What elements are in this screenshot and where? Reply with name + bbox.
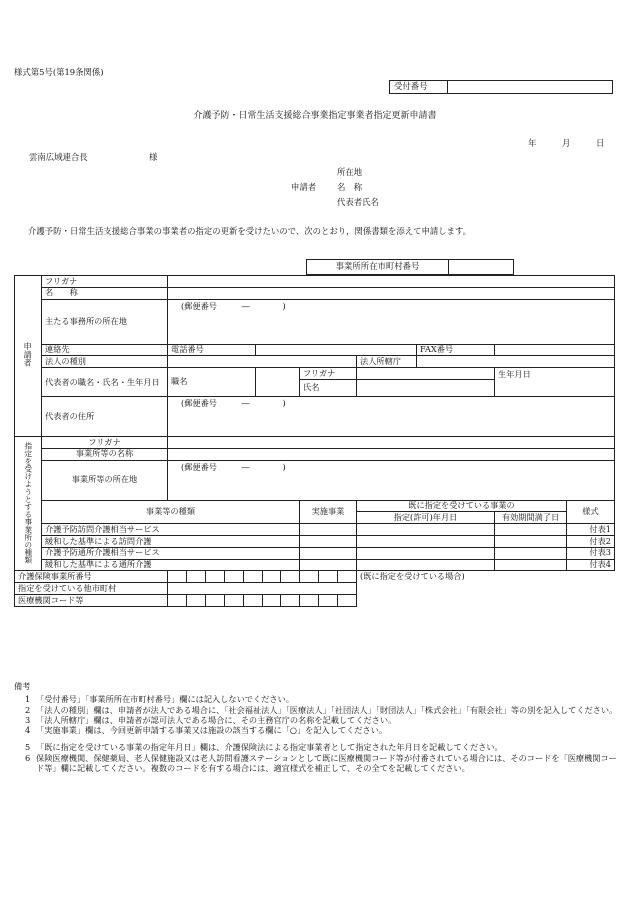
- insurer-number-digits[interactable]: [168, 571, 357, 583]
- applicant-name-label: 名 称: [337, 182, 363, 192]
- reception-number-field[interactable]: [448, 81, 612, 93]
- corp-authority-label: 法人所轄庁: [357, 356, 417, 368]
- service-row-3-expiry[interactable]: [495, 547, 567, 559]
- position-label: 職名: [168, 368, 256, 397]
- note-item: 6 保険医療機関、保健薬局、老人保健施設又は老人訪問看護ステーションとして既に医療機関コード等が付番されている場合には、そのコードを「医療機関コード等」欄に記載してください。複数のコードを有する場合には、適宜様式を補正して、その全てを記載してください。: [25, 752, 617, 773]
- rep-title-name-label: 代表者の職名・氏名・生年月日: [42, 368, 168, 397]
- form-number: 様式第5号(第19条関係): [14, 67, 104, 77]
- service-row-1-implement[interactable]: [300, 524, 357, 536]
- insurer-note: (既に指定を受けている場合): [360, 571, 465, 582]
- application-table: [14, 275, 615, 607]
- applicant-label: 申請者: [291, 182, 317, 192]
- service-type-header: 事業等の種類: [42, 500, 300, 524]
- rep-name-field[interactable]: [357, 379, 495, 396]
- rep-address-field[interactable]: [168, 396, 615, 436]
- main-office-field[interactable]: [168, 299, 615, 344]
- service-row-4-date[interactable]: [357, 559, 495, 571]
- phone-field[interactable]: [256, 344, 417, 356]
- section-office-label: 指定を受けようとする事業所の種類: [15, 436, 42, 570]
- addressee-name: 雲南広域連合長: [29, 152, 88, 162]
- service-row-1-expiry[interactable]: [495, 524, 567, 536]
- furigana-label: フリガナ: [42, 276, 168, 288]
- service-row-2-implement[interactable]: [300, 535, 357, 547]
- position-field[interactable]: [256, 368, 300, 397]
- service-row-4-expiry[interactable]: [495, 559, 567, 571]
- medical-code-digits[interactable]: [168, 594, 357, 606]
- office-name-field[interactable]: [168, 448, 615, 460]
- note-item: 3 「法人所轄庁」欄は、申請者が認可法人である場合に、その主務官庁の名称を記載してください。: [25, 714, 397, 725]
- implement-header: 実施事業: [300, 500, 357, 524]
- rep-postal-label: (郵便番号 ― ): [181, 397, 286, 408]
- postal-code-label: (郵便番号 ― ): [181, 300, 286, 311]
- note-item: 1 「受付番号」「事業所所在市町村番号」欄には記入しないでください。: [25, 694, 294, 705]
- already-designated-header: 既に指定を受けている事業の: [357, 500, 567, 512]
- insurer-number-label: 介護保険事業所番号: [15, 571, 168, 583]
- service-row-3-date[interactable]: [357, 547, 495, 559]
- corp-type-field[interactable]: [168, 356, 357, 368]
- service-row-3-form: 付表3: [567, 547, 615, 559]
- office-furigana-field[interactable]: [168, 436, 615, 448]
- notes-title: 備考: [14, 681, 31, 691]
- expiry-header: 有効期間満了日: [495, 512, 567, 524]
- phone-label: 電話番号: [168, 344, 256, 356]
- service-row-2-expiry[interactable]: [495, 535, 567, 547]
- note-item: 5 「既に指定を受けている事業の指定年月日」欄は、介護保険法による指定事業者として指定された年月日を記載してください。: [25, 742, 503, 753]
- service-row-3-name: 介護予防通所介護相当サービス: [42, 547, 300, 559]
- section-applicant-label: 申請者: [15, 276, 42, 437]
- notes-section: [14, 682, 618, 773]
- document-title: 介護予防・日常生活支援総合事業指定事業者指定更新申請書: [193, 111, 437, 121]
- reception-number-label: 受付番号: [390, 81, 448, 93]
- service-row-3-implement[interactable]: [300, 547, 357, 559]
- applicant-location-label: 所在地: [337, 167, 363, 177]
- rep-furigana-field[interactable]: [357, 368, 495, 380]
- reception-number-box: [389, 80, 613, 94]
- service-row-2-date[interactable]: [357, 535, 495, 547]
- form-header: 様式: [567, 500, 615, 524]
- municipality-number-label: 事業所所在市町村番号: [307, 260, 449, 274]
- name-field[interactable]: [168, 287, 615, 299]
- office-location-field[interactable]: [168, 460, 615, 500]
- date-month: 月: [562, 138, 571, 148]
- municipality-number-box: [306, 259, 514, 275]
- service-row-1-date[interactable]: [357, 524, 495, 536]
- contact-label: 連絡先: [42, 344, 168, 356]
- designated-date-header: 指定(許可)年月日: [357, 512, 495, 524]
- other-municipality-label: 指定を受けている他市町村: [15, 583, 168, 595]
- office-location-label: 事業所等の所在地: [42, 460, 168, 500]
- rep-furigana-label: フリガナ: [300, 368, 357, 380]
- addressee-honorific: 様: [149, 152, 158, 162]
- birthdate-field[interactable]: [495, 368, 615, 397]
- service-row-4-form: 付表4: [567, 559, 615, 571]
- office-postal-label: (郵便番号 ― ): [181, 461, 286, 472]
- rep-address-label: 代表者の住所: [42, 396, 168, 436]
- date-year: 年: [528, 138, 537, 148]
- fax-field[interactable]: [495, 344, 615, 356]
- applicant-rep-label: 代表者氏名: [337, 197, 379, 207]
- service-row-2-name: 緩和した基準による訪問介護: [42, 535, 300, 547]
- other-municipality-field[interactable]: [168, 583, 357, 595]
- municipality-number-field[interactable]: [449, 260, 513, 274]
- corp-authority-field[interactable]: [417, 356, 615, 368]
- rep-name-label: 氏名: [300, 379, 357, 396]
- intro-text: 介護予防・日常生活支援総合事業の事業者の指定の更新を受けたいので、次のとおり，関係書類を添えて申請します。: [28, 226, 472, 236]
- service-row-4-name: 緩和した基準による通所介護: [42, 559, 300, 571]
- furigana-field[interactable]: [168, 276, 615, 288]
- service-row-4-implement[interactable]: [300, 559, 357, 571]
- office-furigana-label: フリガナ: [42, 436, 168, 448]
- medical-code-label: 医療機関コード等: [15, 594, 168, 606]
- birthdate-label: 生年月日: [498, 369, 531, 380]
- service-row-1-form: 付表1: [567, 524, 615, 536]
- service-row-1-name: 介護予防訪問介護相当サービス: [42, 524, 300, 536]
- office-name-label: 事業所等の名称: [42, 448, 168, 460]
- note-item: 4 「実施事業」欄は、今回更新申請する事業又は施設の該当する欄に「○」を記入してください。: [25, 725, 388, 736]
- note-item: 2 「法人の種別」欄は、申請者が法人である場合に、「社会福祉法人」「医療法人」「社団法人」「財団法人」「株式会社」「有限会社」等の別を記入してください。: [25, 704, 618, 715]
- fax-label: FAX番号: [417, 344, 495, 356]
- service-row-2-form: 付表2: [567, 535, 615, 547]
- main-office-label: 主たる事務所の所在地: [42, 299, 168, 344]
- name-label: 名 称: [42, 287, 168, 299]
- corp-type-label: 法人の種別: [42, 356, 168, 368]
- date-day: 日: [596, 138, 605, 148]
